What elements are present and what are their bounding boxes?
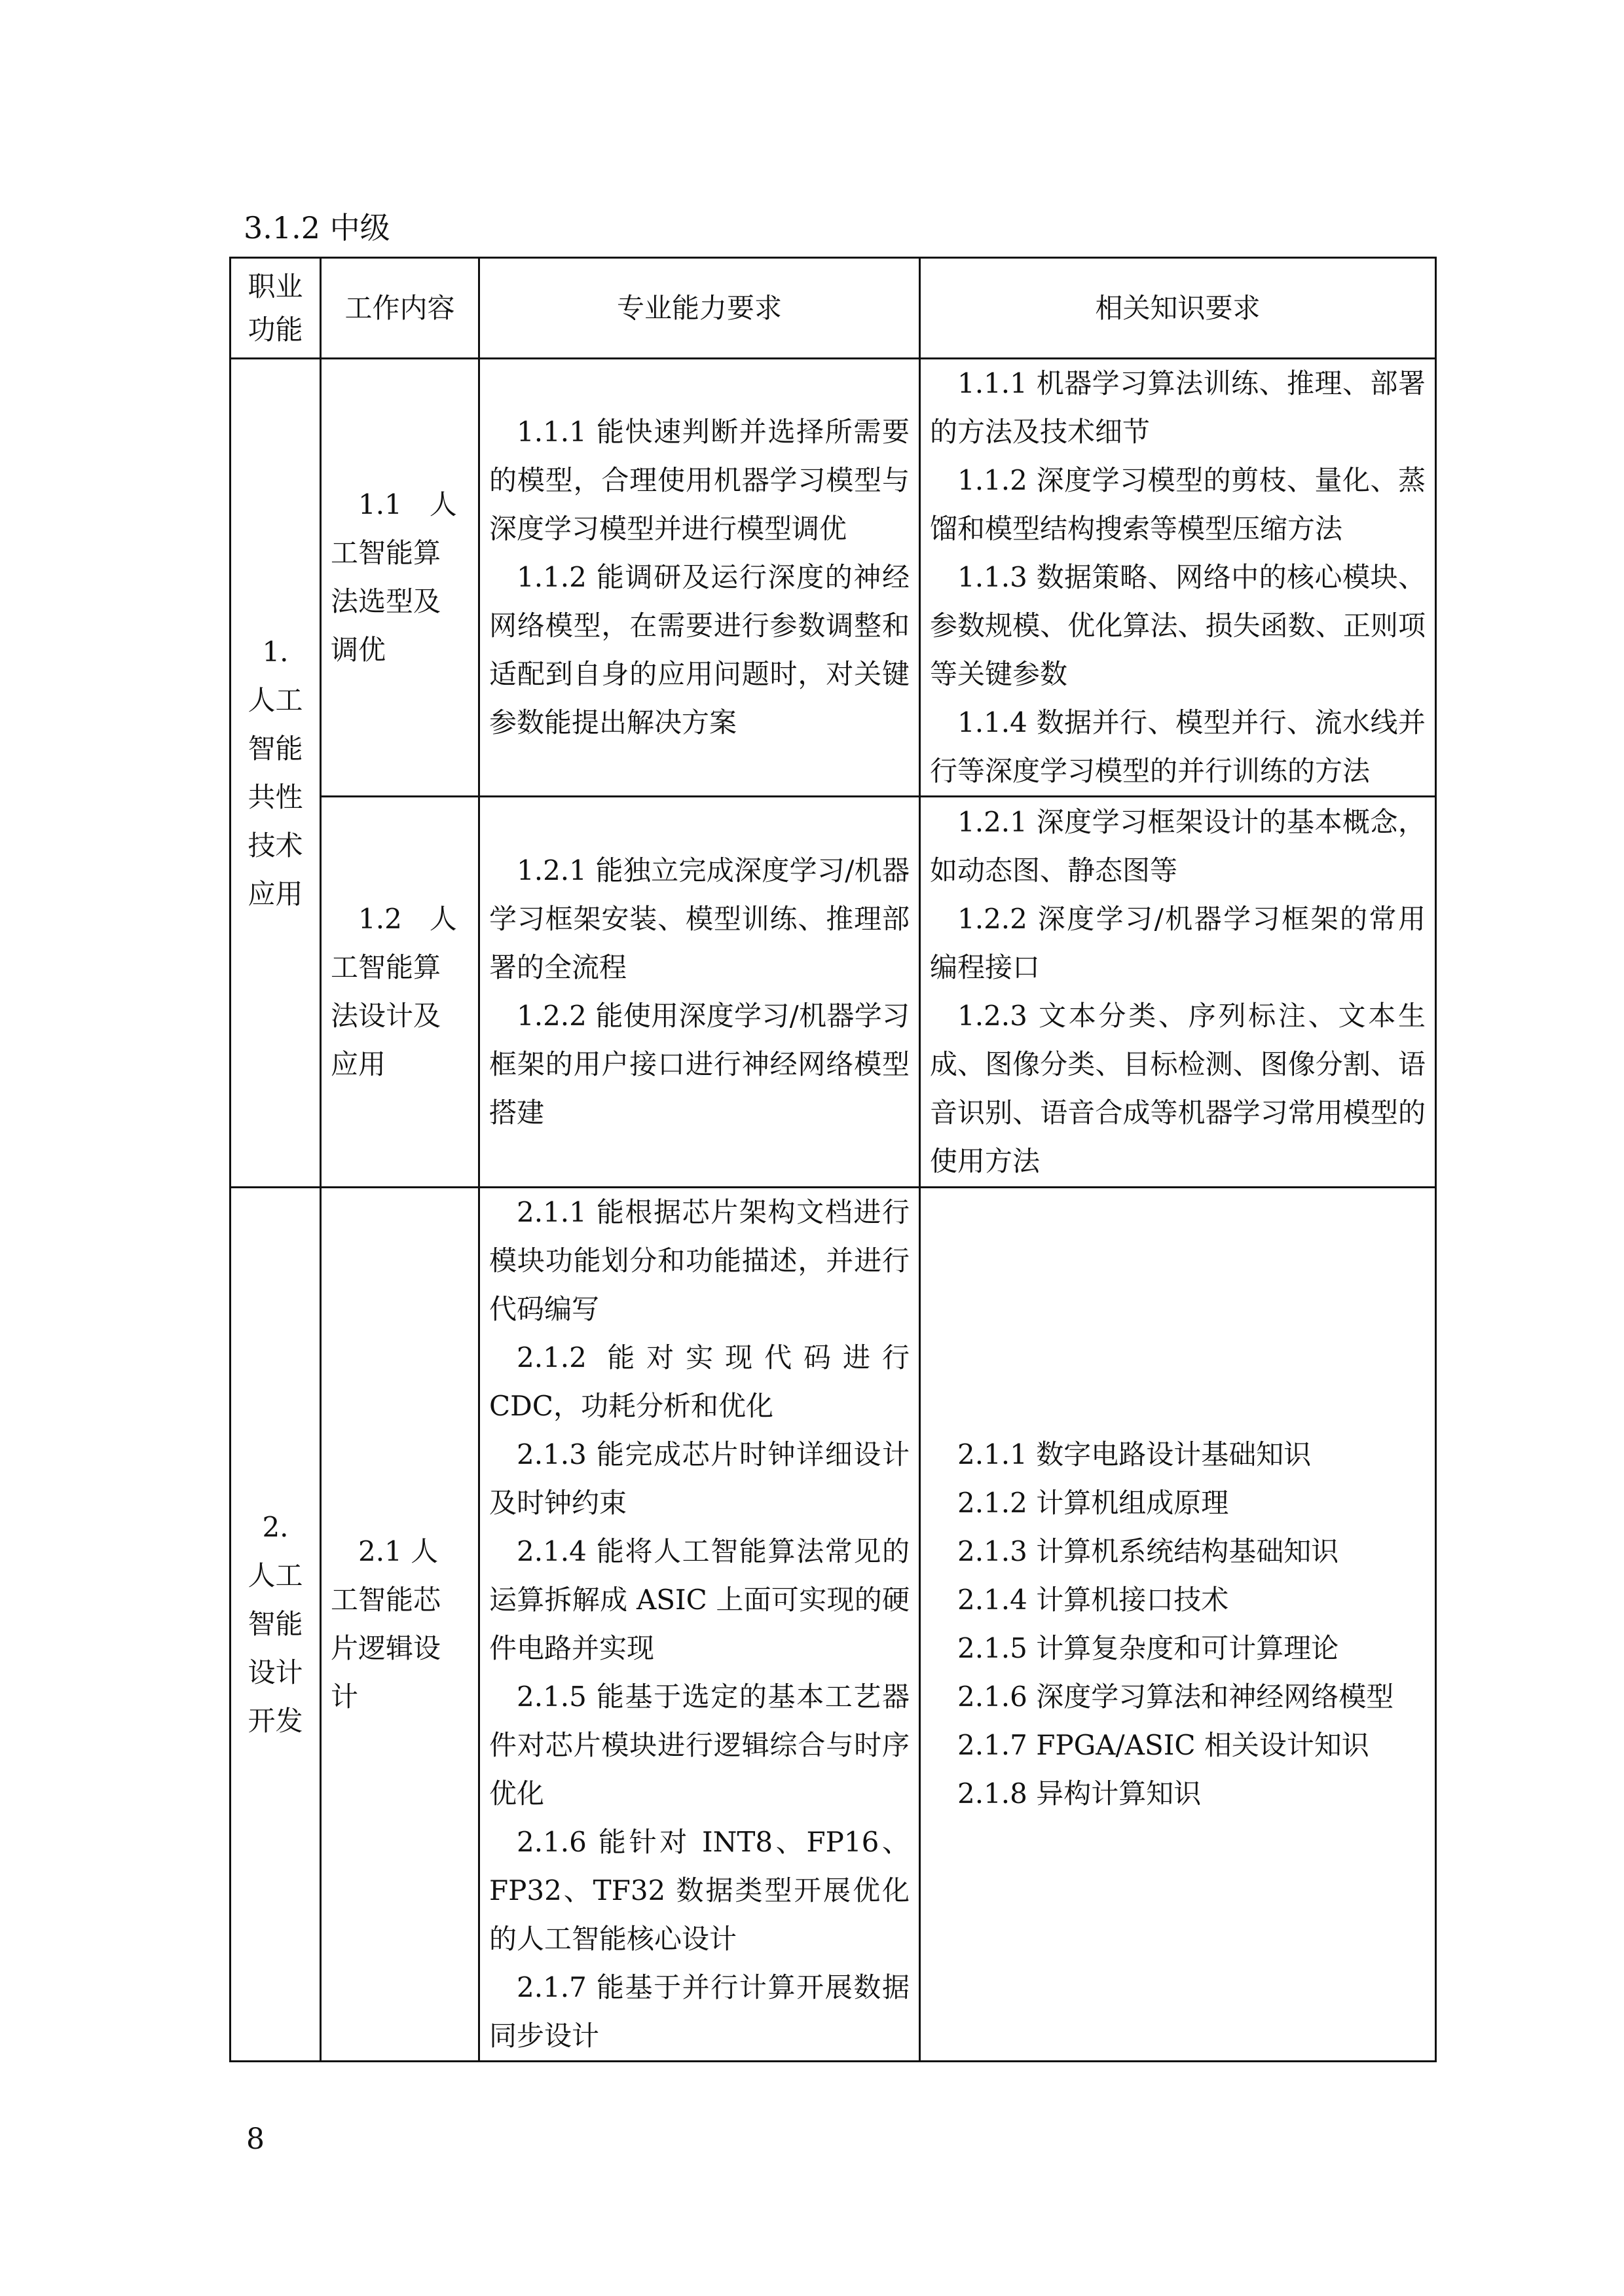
function-line: 人工 (248, 683, 303, 716)
knowledge-cell (920, 1188, 1436, 2062)
work-content-line: 计 (331, 1681, 359, 1713)
skill-item: 2.1.4 能将人工智能算法常见的运算拆解成 ASIC 上面可实现的硬件电路并实现 (489, 1535, 910, 1664)
knowledge-item: 1.1.3 数据策略、网络中的核心模块、参数规模、优化算法、损失函数、正则项等关键参数 (930, 561, 1426, 690)
knowledge-item: 2.1.3 计算机系统结构基础知识 (957, 1535, 1339, 1567)
function-line: 1. (262, 635, 289, 668)
knowledge-item: 2.1.8 异构计算知识 (957, 1777, 1202, 1810)
skill-item: 2.1.2 能对实现代码进行 CDC，功耗分析和优化 (489, 1341, 910, 1422)
section-title: 3.1.2 中级 (244, 210, 390, 246)
skill-item: 2.1.6 能针对 INT8、FP16、FP32、TF32 数据类型开展优化的人工智能核心设计 (489, 1826, 910, 1955)
knowledge-item: 2.1.4 计算机接口技术 (957, 1584, 1229, 1616)
knowledge-item: 1.1.4 数据并行、模型并行、流水线并行等深度学习模型的并行训练的方法 (930, 706, 1426, 787)
work-content-cell (321, 359, 479, 797)
skill-item: 2.1.7 能基于并行计算开展数据同步设计 (489, 1971, 910, 2052)
work-content-cell (321, 797, 479, 1188)
competency-table (229, 257, 1437, 2062)
skill-cell (479, 1188, 920, 2062)
table-row (231, 1188, 1436, 2062)
function-cell (231, 1188, 321, 2062)
table-header-row (231, 258, 1436, 359)
function-line: 2. (262, 1511, 289, 1543)
header-function (231, 258, 321, 359)
function-line: 智能 (248, 1608, 303, 1640)
header-work-content: 工作内容 (321, 258, 479, 359)
function-line: 设计 (248, 1656, 303, 1688)
skill-cell (479, 359, 920, 797)
knowledge-item: 1.1.1 机器学习算法训练、推理、部署的方法及技术细节 (930, 367, 1426, 448)
knowledge-cell (920, 797, 1436, 1188)
function-cell (231, 359, 321, 1188)
work-content-line: 2.1 人 (358, 1535, 439, 1567)
function-line: 智能 (248, 732, 303, 765)
work-content-line: 应用 (331, 1048, 386, 1080)
header-knowledge-requirements: 相关知识要求 (920, 258, 1436, 359)
knowledge-item: 1.2.3 文本分类、序列标注、文本生成、图像分类、目标检测、图像分割、语音识别、语音合成等机器学习常用模型的使用方法 (930, 1000, 1426, 1177)
function-line: 应用 (248, 877, 303, 910)
function-line: 共性 (248, 780, 303, 813)
page-number: 8 (246, 2123, 265, 2156)
knowledge-item: 2.1.7 FPGA/ASIC 相关设计知识 (957, 1729, 1369, 1761)
skill-item: 2.1.3 能完成芯片时钟详细设计及时钟约束 (489, 1438, 910, 1519)
skill-item: 1.2.1 能独立完成深度学习/机器学习框架安装、模型训练、推理部署的全流程 (489, 854, 910, 983)
header-function-line: 职业 (248, 270, 303, 302)
knowledge-item: 2.1.1 数字电路设计基础知识 (957, 1438, 1312, 1470)
knowledge-item: 2.1.5 计算复杂度和可计算理论 (957, 1632, 1339, 1664)
skill-item: 1.2.2 能使用深度学习/机器学习框架的用户接口进行神经网络模型搭建 (489, 1000, 910, 1129)
knowledge-item: 2.1.2 计算机组成原理 (957, 1487, 1229, 1519)
skill-item: 2.1.5 能基于选定的基本工艺器件对芯片模块进行逻辑综合与时序优化 (489, 1681, 910, 1810)
table-row (231, 797, 1436, 1188)
skill-item: 1.1.1 能快速判断并选择所需要的模型，合理使用机器学习模型与深度学习模型并进行模型调优 (489, 416, 910, 545)
work-content-line: 1.2 人 (358, 903, 457, 935)
work-content-line: 法设计及 (331, 1000, 441, 1032)
header-skill-requirements: 专业能力要求 (479, 258, 920, 359)
header-function-line: 功能 (248, 313, 303, 346)
skill-cell (479, 797, 920, 1188)
work-content-line: 调优 (331, 634, 386, 666)
knowledge-item: 1.2.1 深度学习框架设计的基本概念，如动态图、静态图等 (930, 806, 1426, 886)
work-content-line: 片逻辑设 (331, 1632, 441, 1664)
work-content-line: 工智能芯 (331, 1584, 441, 1616)
function-line: 人工 (248, 1559, 303, 1592)
knowledge-item: 1.1.2 深度学习模型的剪枝、量化、蒸馏和模型结构搜索等模型压缩方法 (930, 464, 1426, 545)
function-line: 开发 (248, 1705, 303, 1737)
skill-item: 2.1.1 能根据芯片架构文档进行模块功能划分和功能描述，并进行代码编写 (489, 1196, 910, 1325)
skill-item: 1.1.2 能调研及运行深度的神经网络模型，在需要进行参数调整和适配到自身的应用问题时，对关键参数能提出解决方案 (489, 561, 910, 738)
work-content-line: 工智能算 (331, 537, 441, 569)
work-content-line: 工智能算 (331, 951, 441, 983)
knowledge-cell (920, 359, 1436, 797)
function-line: 技术 (248, 829, 303, 862)
work-content-line: 1.1 人 (358, 488, 457, 520)
knowledge-item: 2.1.6 深度学习算法和神经网络模型 (957, 1681, 1394, 1713)
work-content-cell (321, 1188, 479, 2062)
knowledge-item: 1.2.2 深度学习/机器学习框架的常用编程接口 (930, 903, 1426, 983)
work-content-line: 法选型及 (331, 585, 441, 617)
table-row (231, 359, 1436, 797)
